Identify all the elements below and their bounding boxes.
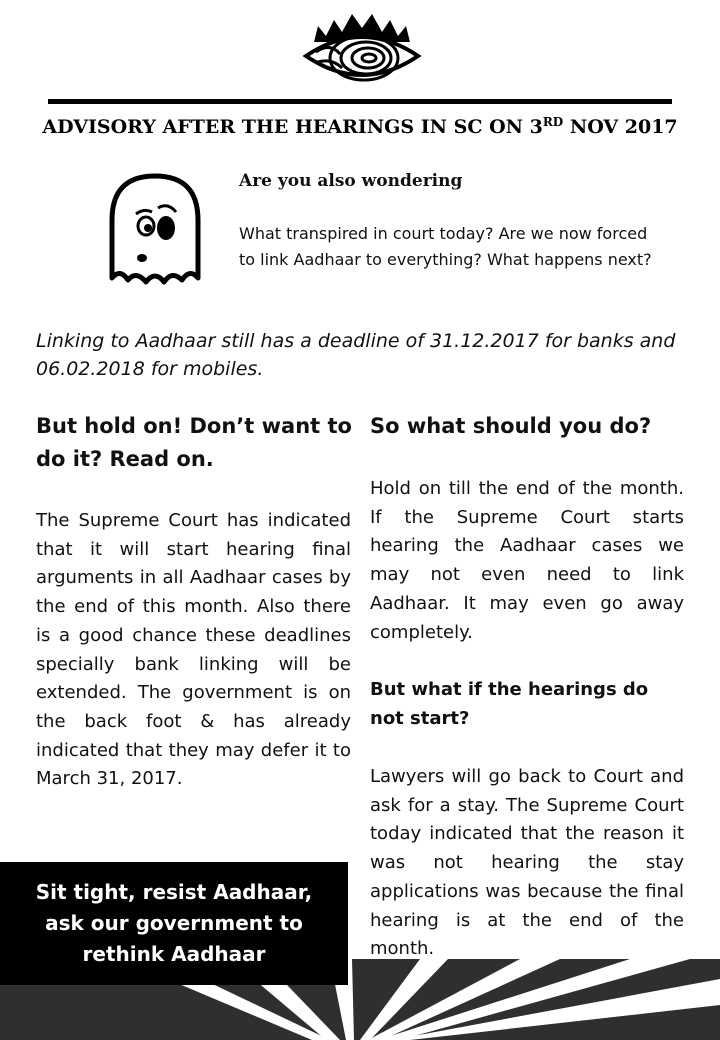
question-title: Are you also wondering — [239, 171, 463, 191]
header-rule — [48, 99, 672, 104]
call-to-action-text: Sit tight, resist Aadhaar, ask our government to rethink Aadhaar — [35, 880, 313, 966]
call-to-action-box — [0, 862, 348, 985]
left-column-body: The Supreme Court has indicated that it will start hearing final arguments in all Aadhaar cases by the end of this month. Also there is a good chance these deadlines specially bank linking will be extended. The government is on the back foot & has already indicated that they may defer it to March 31, 2017. — [36, 510, 351, 790]
page-title — [0, 116, 720, 138]
deadline-note: Linking to Aadhaar still has a deadline of 31.12.2017 for banks and 06.02.2018 for mobiles. — [36, 330, 676, 380]
right-column-subheading: But what if the hearings do not start? — [370, 679, 649, 729]
title-main: ADVISORY AFTER THE HEARINGS IN SC ON 3 — [42, 116, 543, 138]
right-column-body-1: Hold on till the end of the month. If the Supreme Court starts hearing the Aadhaar cases we may not even need to link Aadhaar. It may even go away completely. — [370, 478, 684, 643]
question-body: What transpired in court today? Are we now forced to link Aadhaar to everything? What happens next? — [239, 224, 652, 269]
title-superscript: RD — [542, 115, 564, 129]
ghost-icon — [100, 168, 210, 290]
left-column-heading: But hold on! Don’t want to do it? Read on. — [36, 414, 352, 471]
right-column-body-2: Lawyers will go back to Court and ask for a stay. The Supreme Court today indicated that the reason it was not hearing the stay applications was because the final hearing is at the end of the month. — [370, 766, 684, 960]
title-end: NOV 2017 — [563, 116, 678, 138]
fingerprint-eye-logo-icon — [300, 12, 424, 96]
right-column-heading: So what should you do? — [370, 414, 652, 438]
